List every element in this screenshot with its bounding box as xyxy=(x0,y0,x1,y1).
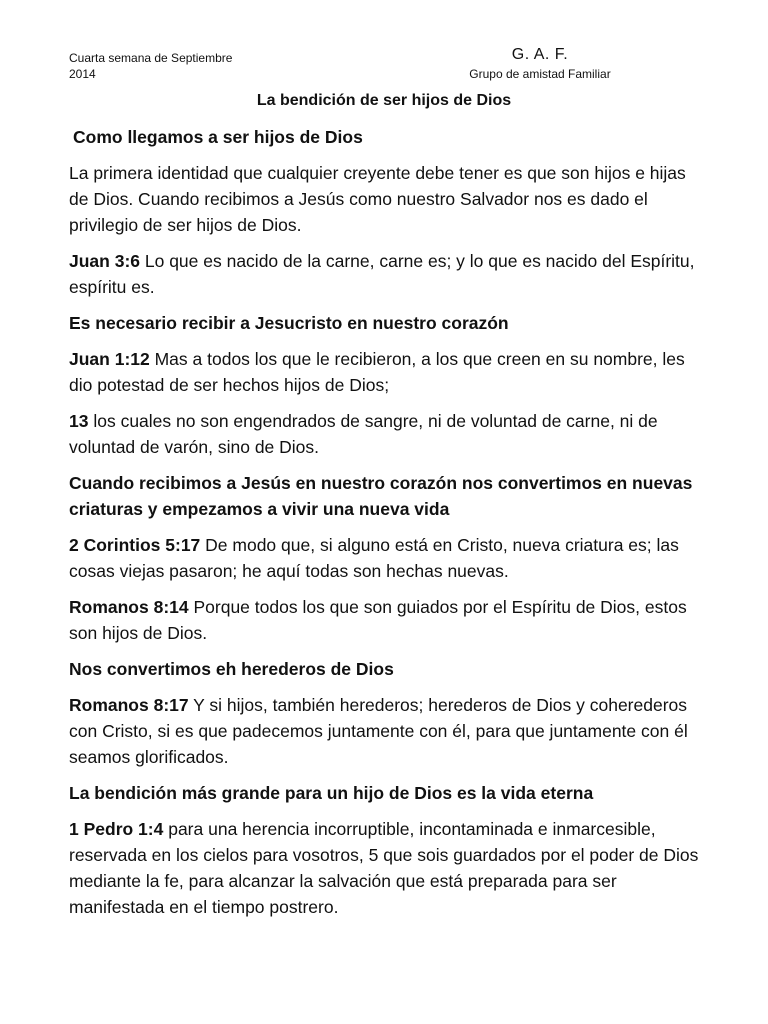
header-group-name: Grupo de amistad Familiar xyxy=(469,67,611,81)
verse-paragraph xyxy=(69,408,703,460)
verse-reference: Juan 1:12 xyxy=(69,349,150,369)
header-year: 2014 xyxy=(69,67,96,81)
verse-reference: Juan 3:6 xyxy=(69,251,140,271)
section-heading: La bendición más grande para un hijo de Dios es la vida eterna xyxy=(69,783,594,803)
verse-text: Porque todos los que son guiados por el Espíritu de Dios, estos son hijos de Dios. xyxy=(69,597,687,643)
document-title: La bendición de ser hijos de Dios xyxy=(256,92,512,109)
verse-text: Lo que es nacido de la carne, carne es; y lo que es nacido del Espíritu, espíritu es. xyxy=(69,251,695,297)
header-initials: G. A. F. xyxy=(511,46,569,63)
paragraph: La primera identidad que cualquier creyente debe tener es que son hijos e hijas de Dios. Cuando recibimos a Jesús como nuestro Salvador nos es dado el privilegio de ser hijos de Dios. xyxy=(69,163,686,235)
document-body xyxy=(69,124,703,930)
verse-reference: Romanos 8:17 xyxy=(69,695,189,715)
verse-text: para una herencia incorruptible, incontaminada e inmarcesible, reservada en los cielos para vosotros, 5 que sois guardados por el poder de Dios mediante la fe, para alcanzar la salvación que está preparada para ser manifestada en el tiempo postrero. xyxy=(69,819,699,917)
section-heading: Es necesario recibir a Jesucristo en nuestro corazón xyxy=(69,313,509,333)
verse-text: De modo que, si alguno está en Cristo, nueva criatura es; las cosas viejas pasaron; he aquí todas son hechas nuevas. xyxy=(69,535,679,581)
verse-reference: 1 Pedro 1:4 xyxy=(69,819,164,839)
verse-paragraph xyxy=(69,594,703,646)
header-left xyxy=(69,50,232,82)
section-heading: Como llegamos a ser hijos de Dios xyxy=(73,127,363,147)
verse-text: Y si hijos, también herederos; herederos de Dios y coherederos con Cristo, si es que padecemos juntamente con él, para que juntamente con él seamos glorificados. xyxy=(69,695,688,767)
section-heading: Nos convertimos eh herederos de Dios xyxy=(69,659,394,679)
verse-text: los cuales no son engendrados de sangre, ni de voluntad de carne, ni de voluntad de varón, sino de Dios. xyxy=(69,411,658,457)
verse-reference: 13 xyxy=(69,411,89,431)
verse-paragraph xyxy=(69,532,703,584)
verse-reference: Romanos 8:14 xyxy=(69,597,189,617)
header-week: Cuarta semana de Septiembre xyxy=(69,51,233,65)
verse-paragraph xyxy=(69,248,703,300)
verse-reference: 2 Corintios 5:17 xyxy=(69,535,201,555)
verse-paragraph xyxy=(69,816,703,920)
section-heading: Cuando recibimos a Jesús en nuestro corazón nos convertimos en nuevas criaturas y empezamos a vivir una nueva vida xyxy=(69,473,693,519)
verse-text: Mas a todos los que le recibieron, a los que creen en su nombre, les dio potestad de ser hechos hijos de Dios; xyxy=(69,349,685,395)
verse-paragraph xyxy=(69,692,703,770)
verse-paragraph xyxy=(69,346,703,398)
header-right xyxy=(420,44,660,82)
